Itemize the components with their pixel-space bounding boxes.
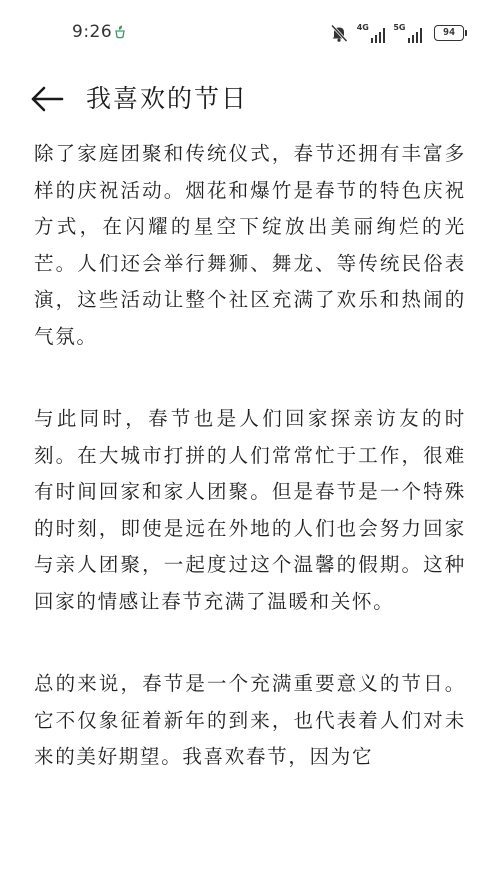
article-body bbox=[34, 136, 466, 822]
app-header bbox=[0, 74, 500, 124]
article-paragraph: 与此同时，春节也是人们回家探亲访友的时刻。在大城市打拼的人们常常忙于工作，很难有时间回家和家人团聚。但是春节是一个特殊的时刻，即使是远在外地的人们也会努力回家与亲人团聚，一起度过这个温馨的假期。这种回家的情感让春节充满了温暖和关怀。 bbox=[34, 407, 466, 613]
signal-bars-icon bbox=[371, 27, 386, 43]
status-time: 9:26 bbox=[72, 22, 113, 42]
status-indicators bbox=[329, 22, 464, 44]
page-title: 我喜欢的节日 bbox=[86, 84, 249, 113]
back-button[interactable] bbox=[30, 82, 70, 116]
arrow-left-icon bbox=[30, 82, 70, 116]
article-paragraph: 总的来说，春节是一个充满重要意义的节日。它不仅象征着新年的到来，也代表着人们对未来的美好期望。我喜欢春节，因为它 bbox=[34, 672, 466, 768]
signal-bars-icon bbox=[408, 27, 423, 43]
battery-icon bbox=[434, 25, 464, 41]
network-label: 5G bbox=[393, 23, 406, 32]
bell-off-icon bbox=[329, 23, 349, 43]
leaf-cup-icon bbox=[114, 24, 126, 38]
network-5g bbox=[393, 23, 422, 43]
status-bar bbox=[0, 0, 500, 62]
battery-level: 94 bbox=[442, 27, 456, 38]
article-paragraph: 除了家庭团聚和传统仪式，春节还拥有丰富多样的庆祝活动。烟花和爆竹是春节的特色庆祝方式，在闪耀的星空下绽放出美丽绚烂的光芒。人们还会举行舞狮、舞龙、等传统民俗表演，这些活动让整个社区充满了欢乐和热闹的气氛。 bbox=[34, 142, 466, 348]
network-4g bbox=[357, 23, 386, 43]
network-label: 4G bbox=[356, 23, 369, 32]
